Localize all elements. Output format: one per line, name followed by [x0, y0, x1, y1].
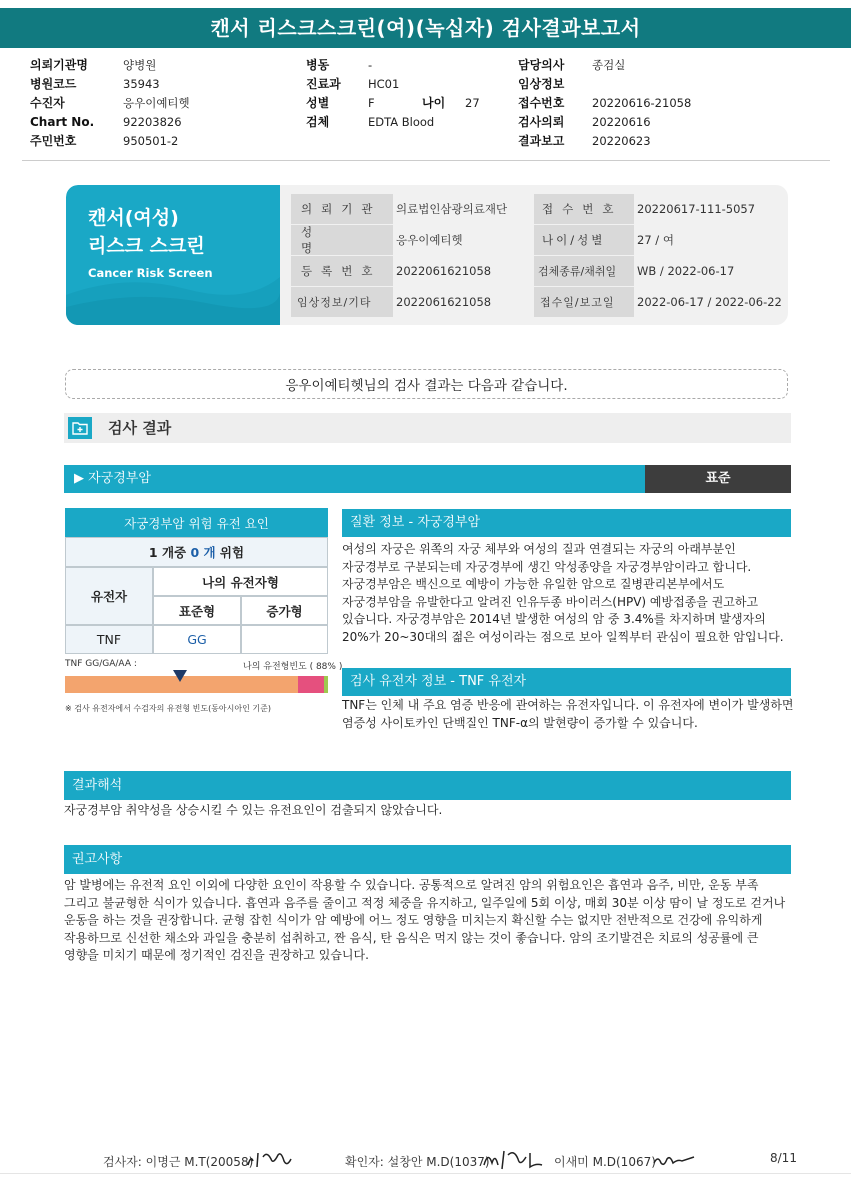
text-line: 작용하므로 신선한 채소와 과일을 충분히 섭취하고, 짠 음식, 탄 음식은 먹지 않는 것이 좋습니다. 암의 조기발견은 치료의 성공률에 큰: [64, 930, 759, 945]
header-key: 주민번호: [30, 134, 77, 148]
banner-title-line2: 리스크 스크린: [88, 235, 205, 257]
text-line: 20%가 20~30대의 젊은 여성이라는 점으로 보아 일찍부터 관심이 필요한 암입니다.: [342, 629, 784, 644]
header-value: EDTA Blood: [368, 114, 435, 129]
header-key: 성별: [306, 96, 330, 110]
gene-table-header: 자궁경부암 위험 유전 요인: [65, 508, 328, 537]
header-value: F: [368, 95, 375, 110]
info-value: 27 / 여: [637, 233, 674, 247]
text-line: 영향을 미치기 때문에 정기적인 검진을 권장하고 있습니다.: [64, 948, 369, 962]
freq-note: ※ 검사 유전자에서 수검자의 유전형 빈도(동아시아인 기준): [65, 704, 271, 713]
confirmer-signature-icon: [480, 1145, 546, 1173]
info-label-text: 검체종류/채취일: [538, 265, 617, 278]
confirmer2-signature-icon: [652, 1149, 696, 1169]
header-key: 의뢰기관명: [30, 58, 88, 72]
text-line: 그리고 불균형한 식이가 있습니다. 흡연과 음주를 줄이고 적정 체중을 유지하고, 일주일에 5회 이상, 매회 30분 이상 땀이 날 정도로 걷거나: [64, 895, 786, 910]
gene-risk-count: [65, 537, 328, 567]
disease-info-text: [342, 541, 791, 646]
header-key: 검체: [306, 115, 330, 129]
text-line: TNF는 인체 내 주요 염증 반응에 관여하는 유전자입니다. 이 유전자에 변이가 발생하면: [342, 698, 794, 712]
risk-count-value: 0 개: [190, 545, 216, 560]
standard-col-header: 표준형: [153, 596, 241, 625]
info-value: 의료법인삼광의료재단: [396, 202, 508, 216]
header-key: 임상정보: [518, 77, 565, 91]
freq-marker-icon: [172, 670, 188, 683]
genotype-frequency-bar: [65, 676, 328, 693]
header-value: HC01: [368, 76, 400, 91]
text-line: 자궁경부암은 백신으로 예방이 가능한 유일한 암으로 질병관리본부에서도: [342, 577, 725, 591]
age-key: 나이: [422, 96, 446, 110]
info-label: [291, 256, 393, 286]
header-key: 진료과: [306, 77, 341, 91]
banner-title-line1: 캔서(여성): [88, 207, 179, 229]
category-bar: [64, 465, 791, 493]
page-number: 8/11: [770, 1151, 797, 1165]
info-value: 2022061621058: [396, 295, 492, 309]
confirmer-name: 확인자: 설창안 M.D(1037): [345, 1155, 490, 1169]
header-divider: [22, 160, 830, 161]
recommendation-title: 권고사항: [64, 845, 791, 874]
category-name: ▶ 자궁경부암: [64, 465, 645, 493]
gene-info-title: 검사 유전자 정보 - TNF 유전자: [342, 668, 791, 696]
header-value: 종검실: [592, 57, 626, 72]
increased-genotype: [241, 625, 328, 654]
text-line: 자궁경부암을 유발한다고 알려진 인유두종 바이러스(HPV) 예방접종을 권고하고: [342, 594, 759, 609]
disease-info-title: 질환 정보 - 자궁경부암: [342, 509, 791, 537]
risk-count-prefix: 1 개중: [148, 545, 191, 560]
header-value: 950501-2: [123, 133, 179, 148]
examiner-signature-icon: [245, 1147, 295, 1171]
report-banner: [66, 185, 788, 325]
header-value: 20220616: [592, 114, 651, 129]
info-label-text: 접수번호: [542, 202, 623, 216]
header-info: [0, 55, 851, 155]
info-label-text: 의뢰기관: [301, 202, 382, 216]
section-title: 검사 결과: [108, 419, 172, 437]
header-value: 92203826: [123, 114, 182, 129]
header-key: 검사의뢰: [518, 115, 565, 129]
interpretation-text: [64, 802, 791, 820]
banner-subtitle: Cancer Risk Screen: [88, 266, 213, 280]
text-line: 있습니다. 자궁경부암은 2014년 발생한 여성의 암 중 3.4%를 차지하며 발생자의: [342, 612, 766, 626]
gene-name: TNF: [65, 625, 153, 654]
text-line: 염증성 사이토카인 단백질인 TNF-α의 발현량이 증가할 수 있습니다.: [342, 715, 698, 730]
header-value: 20220623: [592, 133, 651, 148]
info-label-text: 접수일/보고일: [540, 296, 615, 309]
recommendation-text: [64, 877, 791, 965]
info-value: WB / 2022-06-17: [637, 264, 735, 278]
header-col-2: [306, 55, 480, 131]
freq-right-label: 나의 유전형빈도 ( 88% ): [243, 662, 343, 672]
report-footer: [0, 1145, 851, 1175]
info-label: [534, 256, 634, 286]
increased-col-header: 증가형: [241, 596, 328, 625]
info-label-text: 나이/성별: [542, 233, 606, 247]
interpretation-title: 결과해석: [64, 771, 791, 800]
info-value: 2022061621058: [396, 264, 492, 278]
report-title: 캔서 리스크스크린(여)(녹십자) 검사결과보고서: [0, 8, 851, 48]
info-value: 20220617-111-5057: [637, 202, 756, 216]
freq-left-label: TNF GG/GA/AA :: [65, 659, 137, 669]
freq-segment-hetero: [298, 676, 324, 693]
text-line: 여성의 자궁은 위쪽의 자궁 체부와 여성의 질과 연결되는 자궁의 아래부분인: [342, 542, 736, 556]
header-key: 결과보고: [518, 134, 565, 148]
banner-title-panel: [66, 185, 280, 325]
header-key: 담당의사: [518, 58, 565, 72]
header-key: Chart No.: [30, 114, 95, 129]
examiner-name: 검사자: 이명근 M.T(20058): [103, 1155, 254, 1169]
info-label: [291, 194, 393, 224]
info-label: [291, 225, 393, 255]
info-label: [534, 225, 634, 255]
info-label: [291, 287, 393, 317]
info-value: 2022-06-17 / 2022-06-22: [637, 295, 782, 309]
age-value: 27: [465, 95, 480, 110]
info-label: [534, 287, 634, 317]
info-label-text: 임상정보/기타: [297, 296, 372, 309]
text-line: 자궁경부로 구분되는데 자궁경부에 생긴 악성종양을 자궁경부암이라고 합니다.: [342, 559, 752, 574]
category-status-badge: 표준: [645, 465, 791, 493]
header-col-1: [30, 55, 190, 150]
risk-count-suffix: 위험: [215, 545, 245, 560]
header-key: 병원코드: [30, 77, 77, 91]
header-key: 접수번호: [518, 96, 565, 110]
freq-segment-homo: [324, 676, 328, 693]
gene-col-header: 유전자: [65, 567, 153, 625]
info-label-text: 등록번호: [301, 264, 382, 278]
section-header: [64, 413, 791, 443]
header-col-3: [518, 55, 691, 150]
confirmer2-name: 이새미 M.D(1067): [554, 1155, 656, 1169]
info-label: [534, 194, 634, 224]
header-key: 수진자: [30, 96, 65, 110]
info-value: 응우이예티헷: [396, 233, 463, 247]
header-value: 20220616-21058: [592, 95, 692, 110]
result-notice: 응우이예티헷님의 검사 결과는 다음과 같습니다.: [65, 369, 788, 399]
text-line: 운동을 하는 것을 권장합니다. 균형 잡힌 식이가 암 예방에 어느 정도 영향을 미치는지 확신할 수는 없지만 전반적으로 건강에 유익하게: [64, 913, 763, 927]
header-value: 응우이예티헷: [123, 95, 190, 110]
info-label-text: 성명: [301, 225, 359, 255]
header-value: -: [368, 57, 373, 72]
text-line: 자궁경부암 취약성을 상승시킬 수 있는 유전요인이 검출되지 않았습니다.: [64, 803, 443, 817]
gene-info-text: [342, 697, 794, 732]
standard-genotype: GG: [153, 625, 241, 654]
header-value: 35943: [123, 76, 160, 91]
footer-divider: [0, 1173, 851, 1174]
genotype-col-header: 나의 유전자형: [153, 567, 328, 596]
text-line: 암 발병에는 유전적 요인 이외에 다양한 요인이 작용할 수 있습니다. 공통적으로 알려진 암의 위험요인은 흡연과 음주, 비만, 운동 부족: [64, 878, 759, 892]
folder-plus-icon: [68, 417, 92, 439]
header-key: 병동: [306, 58, 330, 72]
header-value: 양병원: [123, 57, 157, 72]
